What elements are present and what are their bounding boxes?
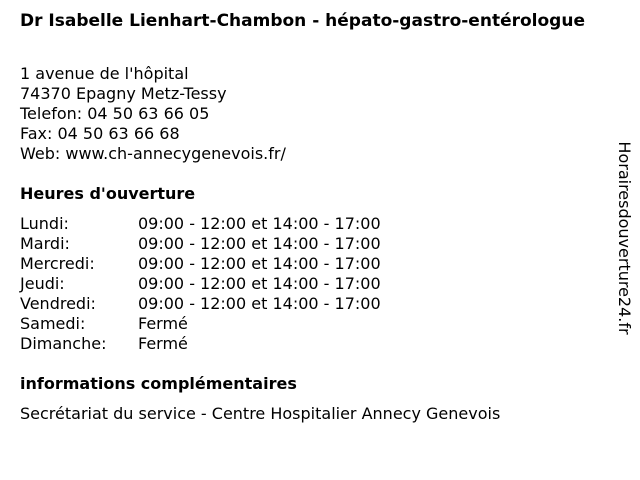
hours-row-mardi [20,234,381,254]
hours-time: 09:00 - 12:00 et 14:00 - 17:00 [138,294,381,313]
hours-time: 09:00 - 12:00 et 14:00 - 17:00 [138,254,381,273]
hours-time: 09:00 - 12:00 et 14:00 - 17:00 [138,214,381,233]
hours-day: Vendredi: [20,294,96,313]
address-city: 74370 Epagny Metz-Tessy [20,84,227,103]
hours-row-vendredi [20,294,381,314]
hours-row-dimanche [20,334,381,354]
website: Web: www.ch-annecygenevois.fr/ [20,144,286,163]
hours-day: Jeudi: [20,274,65,293]
hours-row-lundi [20,214,381,234]
hours-day: Lundi: [20,214,69,233]
hours-day: Samedi: [20,314,86,333]
hours-row-samedi [20,314,381,334]
hours-time: Fermé [138,314,188,333]
hours-heading: Heures d'ouverture [20,184,196,203]
info-heading: informations complémentaires [20,374,297,393]
phone-number: Telefon: 04 50 63 66 05 [20,104,210,123]
address-block [20,64,286,164]
hours-time: 09:00 - 12:00 et 14:00 - 17:00 [138,274,381,293]
hours-day: Mercredi: [20,254,95,273]
hours-row-jeudi [20,274,381,294]
watermark-text: Horairesdouverture24.fr [615,141,634,335]
opening-hours-table [20,214,381,354]
info-text: Secrétariat du service - Centre Hospitalier Annecy Genevois [20,404,501,423]
fax-number: Fax: 04 50 63 66 68 [20,124,180,143]
hours-day: Dimanche: [20,334,107,353]
page-title: Dr Isabelle Lienhart-Chambon - hépato-gastro-entérologue [20,11,585,31]
hours-day: Mardi: [20,234,70,253]
hours-time: Fermé [138,334,188,353]
hours-time: 09:00 - 12:00 et 14:00 - 17:00 [138,234,381,253]
address-street: 1 avenue de l'hôpital [20,64,189,83]
hours-row-mercredi [20,254,381,274]
